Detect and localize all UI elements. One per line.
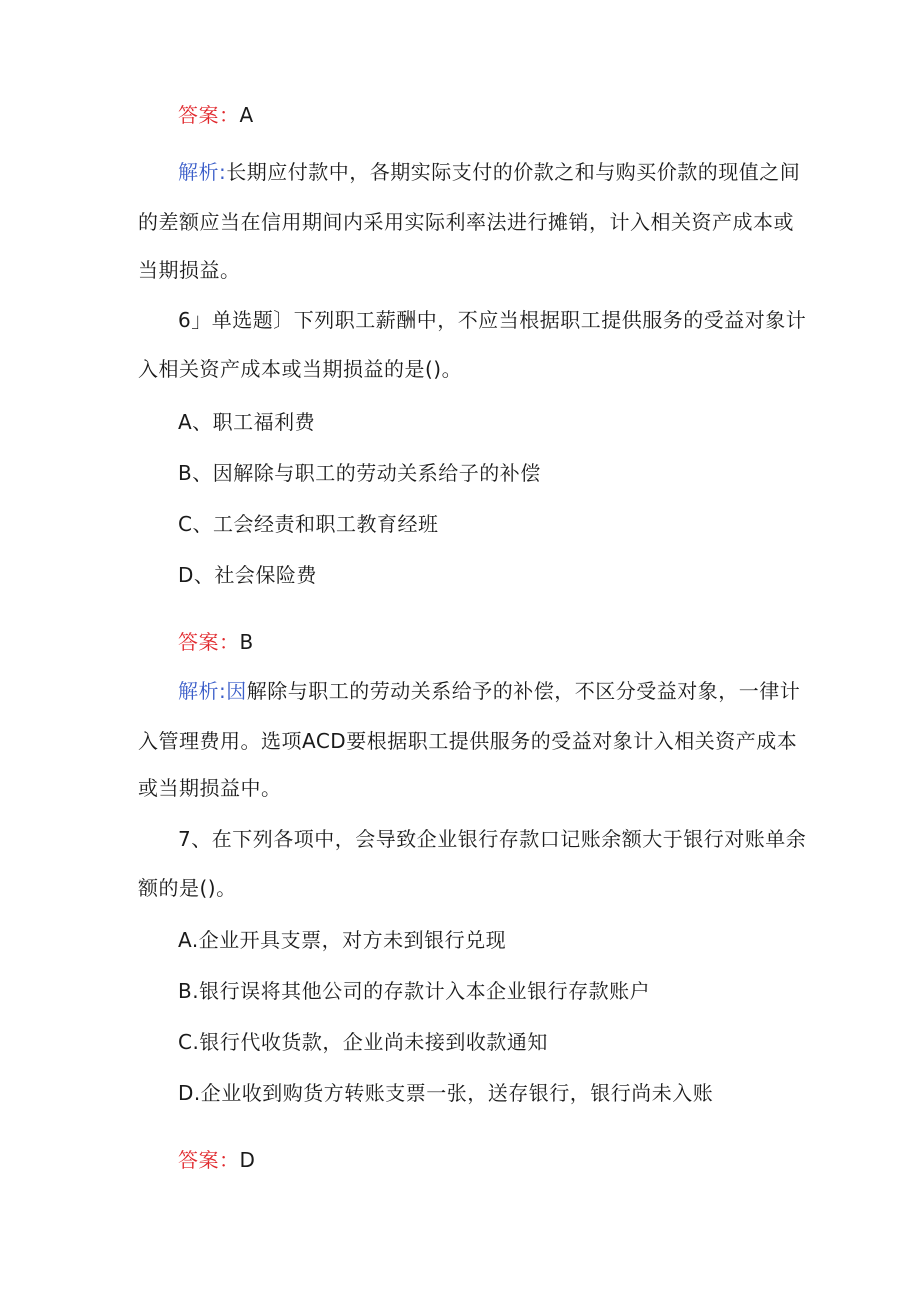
q5-answer [178,101,254,129]
analysis-text: 解除与职工的劳动关系给予的补偿，不区分受益对象，一律计 [246,679,801,703]
analysis-text: 长期应付款中，各期实际支付的价款之和与购买价款的现值之间 [226,160,801,184]
q5-analysis-line-1 [178,158,800,186]
q6-option-b: B、因解除与职工的劳动关系给子的补偿 [178,461,541,485]
q6-option-c: C、工会经责和职工教育经班 [178,512,439,536]
answer-value: B [239,630,254,654]
q6-analysis-line-3: 或当期损益中。 [138,776,282,800]
q5-analysis-line-3: 当期损益。 [138,258,241,282]
answer-label: 答案： [178,630,240,654]
q6-answer [178,628,254,656]
q6-stem-line-1: 6」单选题〕下列职工薪酬中，不应当根据职工提供服务的受益对象计 [178,308,807,332]
q7-option-c: C.银行代收货款，企业尚未接到收款通知 [178,1030,548,1054]
q7-option-d: D.企业收到购货方转账支票一张，送存银行，银行尚未入账 [178,1081,714,1105]
q7-option-b: B.银行误将其他公司的存款计入本企业银行存款账户 [178,979,651,1003]
q6-analysis-line-2: 入管理费用。选项ACD要根据职工提供服务的受益对象计入相关资产成本 [138,729,798,753]
q7-answer [178,1146,255,1174]
q6-stem-line-2: 入相关资产成本或当期损益的是()。 [138,357,463,381]
analysis-label: 解析: [178,160,227,184]
answer-value: A [239,103,254,127]
q6-option-d: D、社会保险费 [178,563,317,587]
analysis-first-char: 因 [226,679,247,703]
q7-stem-line-1: 7、在下列各项中，会导致企业银行存款口记账余额大于银行对账单余 [178,827,807,851]
answer-label: 答案： [178,103,240,127]
q7-option-a: A.企业开具支票，对方未到银行兑现 [178,928,507,952]
answer-value: D [239,1148,256,1172]
answer-label: 答案： [178,1148,240,1172]
q5-analysis-line-2: 的差额应当在信用期间内采用实际利率法进行摊销，计入相关资产成本或 [138,210,794,234]
q7-stem-line-2: 额的是()。 [138,876,237,900]
q6-option-a: A、职工福利费 [178,410,316,434]
analysis-label: 解析: [178,679,227,703]
q6-analysis-line-1 [178,677,800,705]
